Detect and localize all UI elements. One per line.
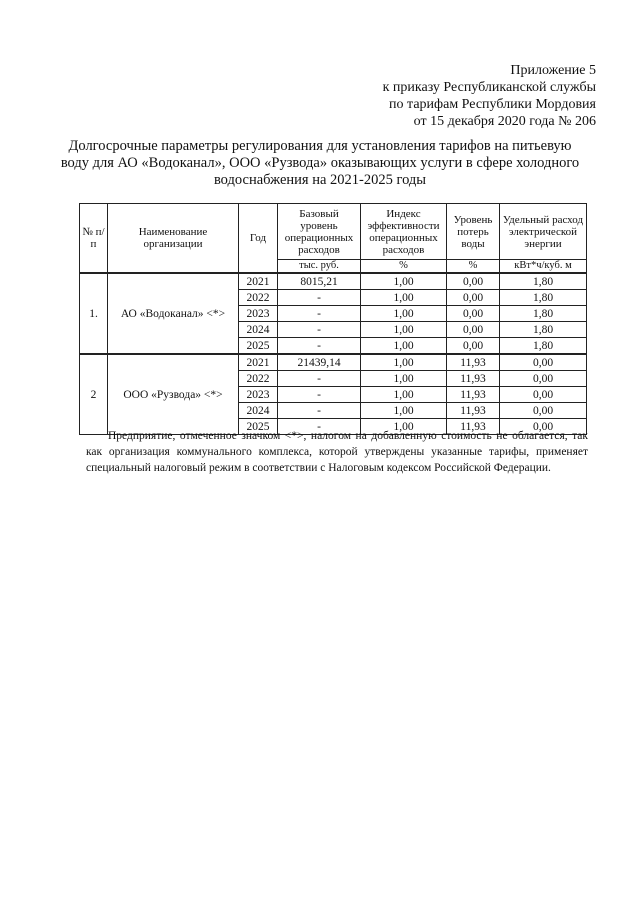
annex-line-4: от 15 декабря 2020 года № 206 (413, 114, 596, 129)
unit-energy: кВт*ч/куб. м (500, 260, 587, 274)
org-name: АО «Водоканал» <*> (108, 273, 239, 354)
cell-year: 2024 (239, 322, 278, 338)
header-index: Индекс эффективности операционных расходов (361, 204, 447, 260)
cell-year: 2024 (239, 403, 278, 419)
cell-loss: 11,93 (447, 419, 500, 435)
header-energy: Удельный расход электрической энергии (500, 204, 587, 260)
cell-loss: 11,93 (447, 354, 500, 371)
header-loss: Уровень потерь воды (447, 204, 500, 260)
org-name: ООО «Рузвода» <*> (108, 354, 239, 435)
cell-base: - (278, 403, 361, 419)
cell-energy: 1,80 (500, 338, 587, 355)
cell-energy: 1,80 (500, 322, 587, 338)
cell-index: 1,00 (361, 338, 447, 355)
cell-energy: 1,80 (500, 273, 587, 290)
annex-header (383, 62, 596, 130)
cell-base: - (278, 338, 361, 355)
header-base: Базовый уровень операционных расходов (278, 204, 361, 260)
unit-index: % (361, 260, 447, 274)
cell-base: - (278, 371, 361, 387)
cell-index: 1,00 (361, 306, 447, 322)
cell-year: 2025 (239, 338, 278, 355)
annex-line-1: Приложение 5 (510, 63, 596, 78)
cell-loss: 0,00 (447, 338, 500, 355)
cell-energy: 1,80 (500, 290, 587, 306)
org-num: 2 (80, 354, 108, 435)
cell-base: - (278, 322, 361, 338)
cell-year: 2022 (239, 290, 278, 306)
cell-energy: 0,00 (500, 371, 587, 387)
parameters-table (79, 203, 587, 435)
cell-index: 1,00 (361, 322, 447, 338)
cell-index: 1,00 (361, 419, 447, 435)
cell-base: 21439,14 (278, 354, 361, 371)
header-org: Наименование организации (108, 204, 239, 274)
cell-index: 1,00 (361, 371, 447, 387)
cell-base: - (278, 387, 361, 403)
cell-year: 2021 (239, 354, 278, 371)
cell-year: 2023 (239, 306, 278, 322)
table-row (80, 354, 587, 371)
header-num: № п/п (80, 204, 108, 274)
cell-energy: 0,00 (500, 387, 587, 403)
cell-index: 1,00 (361, 290, 447, 306)
footnote: Предприятие, отмеченное значком <*>, налогом на добавленную стоимость не облагается, так как организация коммунального комплекса, которой утверждены указанные тарифы, применяет специальный налоговый режим в соответствии с Налоговым кодексом Российской Федерации. (86, 430, 588, 474)
cell-loss: 11,93 (447, 403, 500, 419)
cell-index: 1,00 (361, 403, 447, 419)
cell-index: 1,00 (361, 387, 447, 403)
header-year: Год (239, 204, 278, 274)
cell-index: 1,00 (361, 354, 447, 371)
cell-loss: 11,93 (447, 387, 500, 403)
table-row (80, 273, 587, 290)
cell-energy: 0,00 (500, 419, 587, 435)
cell-year: 2023 (239, 387, 278, 403)
cell-base: - (278, 419, 361, 435)
annex-line-2: к приказу Республиканской службы (382, 80, 596, 95)
cell-year: 2025 (239, 419, 278, 435)
cell-loss: 0,00 (447, 273, 500, 290)
org-num: 1. (80, 273, 108, 354)
cell-base: - (278, 290, 361, 306)
cell-loss: 0,00 (447, 322, 500, 338)
cell-base: 8015,21 (278, 273, 361, 290)
cell-energy: 0,00 (500, 354, 587, 371)
cell-loss: 0,00 (447, 290, 500, 306)
annex-line-3: по тарифам Республики Мордовия (389, 97, 596, 112)
cell-energy: 1,80 (500, 306, 587, 322)
document-title: Долгосрочные параметры регулирования для установления тарифов на питьевую воду для АО «Водоканал», ООО «Рузвода» оказывающих услуги в сфере холодного водоснабжения на 2021-2025 годы (60, 138, 580, 188)
cell-loss: 0,00 (447, 306, 500, 322)
cell-loss: 11,93 (447, 371, 500, 387)
cell-year: 2022 (239, 371, 278, 387)
cell-energy: 0,00 (500, 403, 587, 419)
unit-base: тыс. руб. (278, 260, 361, 274)
cell-base: - (278, 306, 361, 322)
unit-loss: % (447, 260, 500, 274)
cell-year: 2021 (239, 273, 278, 290)
cell-index: 1,00 (361, 273, 447, 290)
